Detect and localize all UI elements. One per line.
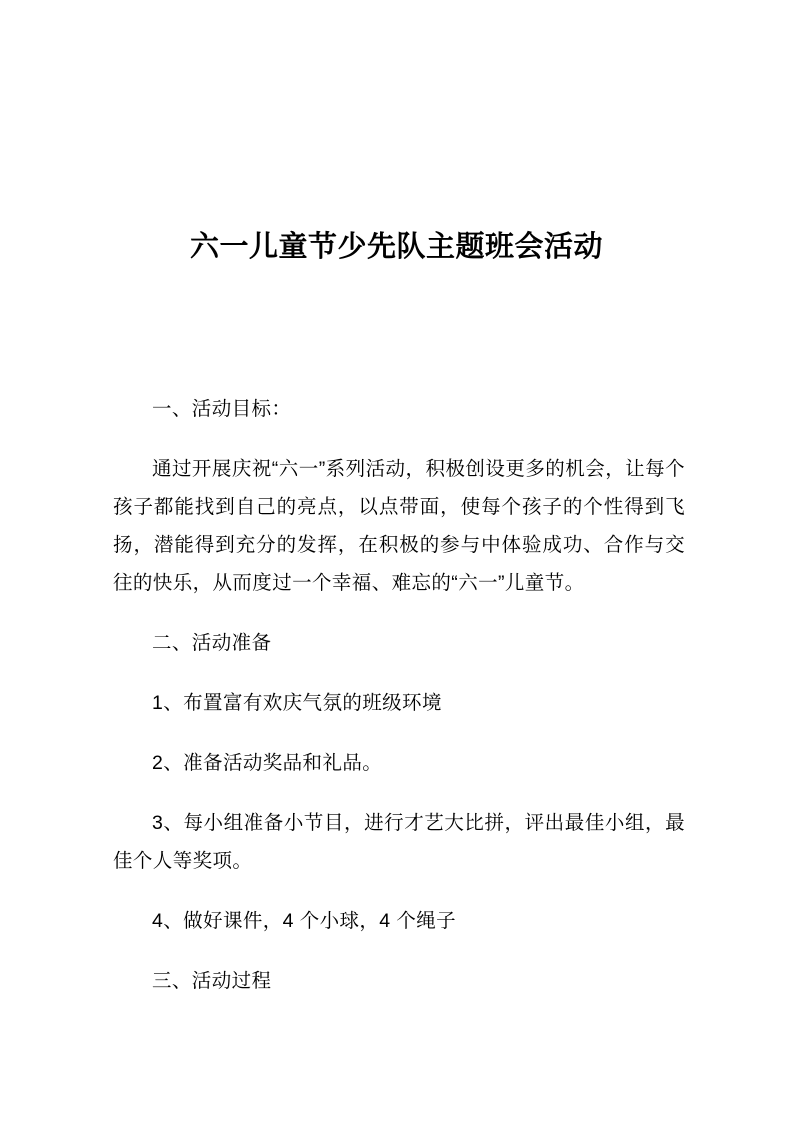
document-body <box>113 390 685 1000</box>
paragraph-prep-item-4: 4、做好课件，4 个小球，4 个绳子 <box>152 910 457 933</box>
paragraph-prep-item-3: 3、每小组准备小节目，进行才艺大比拼，评出最佳小组，最佳个人等奖项。 <box>113 812 685 873</box>
paragraph-section-2-heading: 二、活动准备 <box>152 632 272 655</box>
paragraph-section-3-heading: 三、活动过程 <box>152 970 272 993</box>
paragraph-goals-text: 通过开展庆祝“六一”系列活动，积极创设更多的机会，让每个孩子都能找到自己的亮点，以点带面，使每个孩子的个性得到飞扬，潜能得到充分的发挥，在积极的参与中体验成功、合作与交往的快乐，从而度过一个幸福、难忘的“六一”儿童节。 <box>113 458 686 595</box>
paragraph-prep-item-1: 1、布置富有欢庆气氛的班级环境 <box>152 692 442 715</box>
paragraph-section-1-heading: 一、活动目标： <box>152 398 292 420</box>
page-title: 六一儿童节少先队主题班会活动 <box>189 231 603 263</box>
paragraph-prep-item-2: 2、准备活动奖品和礼品。 <box>152 752 383 775</box>
